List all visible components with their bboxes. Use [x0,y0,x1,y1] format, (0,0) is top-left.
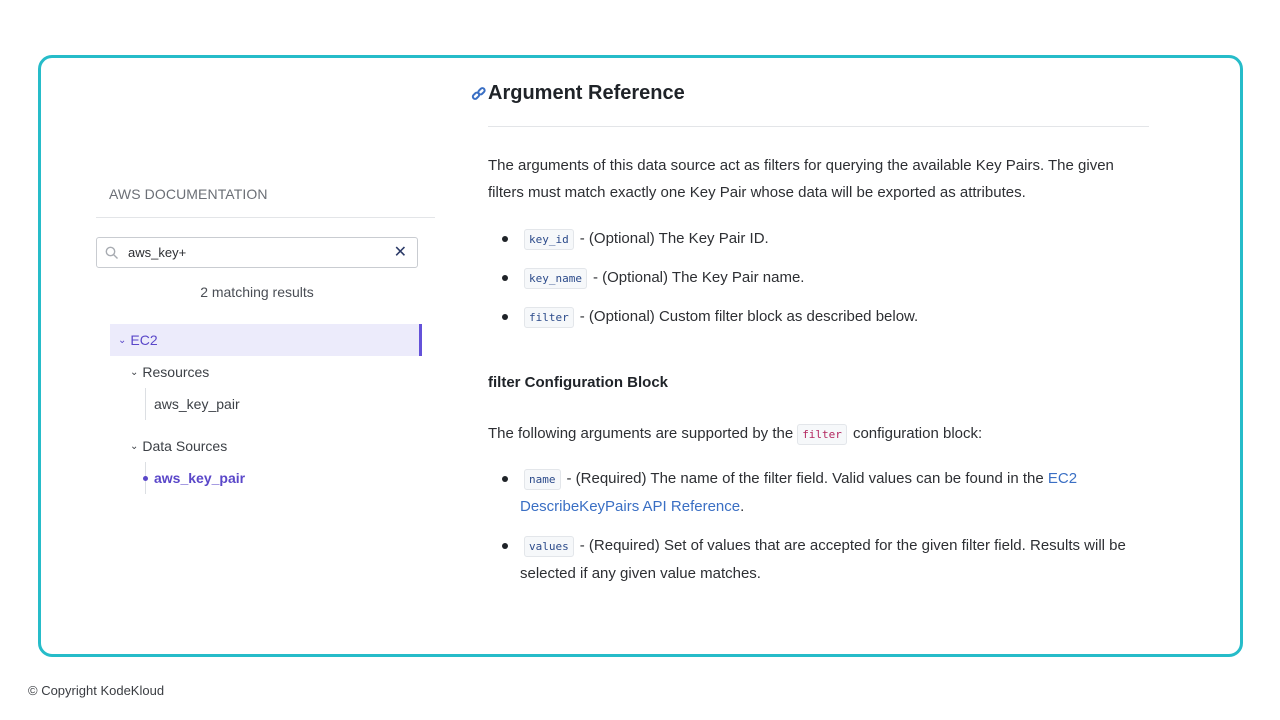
list-item [500,225,1140,253]
chevron-down-icon: ⌄ [130,440,139,452]
code-filter-inline: filter [797,424,847,445]
tree-leaf-data-source-aws-key-pair[interactable]: aws_key_pair [154,470,246,486]
tree-item-ec2[interactable] [110,324,422,356]
tree-leaf-resource-aws-key-pair[interactable]: aws_key_pair [154,396,240,412]
close-icon[interactable]: ✕ [393,244,407,261]
argument-description: - (Optional) The Key Pair name. [592,269,805,286]
intro-paragraph: The arguments of this data source act as filters for querying the available Key Pairs. The given filters must match exactly one Key Pair whose data will be exported as attributes. [488,157,1114,201]
list-item [500,532,1140,587]
sidebar-heading: AWS DOCUMENTATION [109,186,268,202]
tree-group-label: Resources [142,364,210,380]
active-indicator [143,476,148,481]
list-item [500,303,1140,331]
title-divider [488,126,1149,127]
tree-group-resources[interactable] [130,364,209,380]
search-input[interactable] [128,245,378,260]
ec2-api-reference-link[interactable]: EC2 DescribeKeyPairs API Reference [520,470,1078,515]
page-title: Argument Reference [488,82,685,104]
argument-description: - (Required) The name of the filter field. Valid values can be found in the [566,470,1044,487]
chevron-down-icon: ⌄ [118,334,127,346]
tree-group-label: Data Sources [142,438,228,454]
argument-description: - (Required) Set of values that are accepted for the given filter field. Results will be selected if any given value matches. [520,537,1126,582]
argument-description: - (Optional) Custom filter block as described below. [579,308,919,325]
tree-group-data-sources[interactable] [130,438,227,454]
list-item [500,465,1140,520]
section-heading: filter Configuration Block [488,374,668,391]
argument-description: - (Optional) The Key Pair ID. [579,230,769,247]
search-box[interactable] [96,237,418,268]
sidebar-divider [96,217,435,218]
chevron-down-icon: ⌄ [130,366,139,378]
search-icon [105,246,119,260]
tree-guide-line [145,388,146,420]
code-filter: filter [524,307,574,328]
argument-description: . [740,498,745,515]
match-count: 2 matching results [200,284,314,300]
list-item [500,264,1140,292]
copyright-footer: © Copyright KodeKloud [28,683,165,698]
filter-intro-text: The following arguments are supported by the [488,425,794,442]
filter-intro-text: configuration block: [852,425,983,442]
code-name: name [524,469,561,490]
code-key-name: key_name [524,268,587,289]
code-key-id: key_id [524,229,574,250]
code-values: values [524,536,574,557]
filter-intro-paragraph [488,420,1150,448]
tree-item-label: EC2 [130,332,158,348]
link-icon[interactable] [471,86,487,102]
